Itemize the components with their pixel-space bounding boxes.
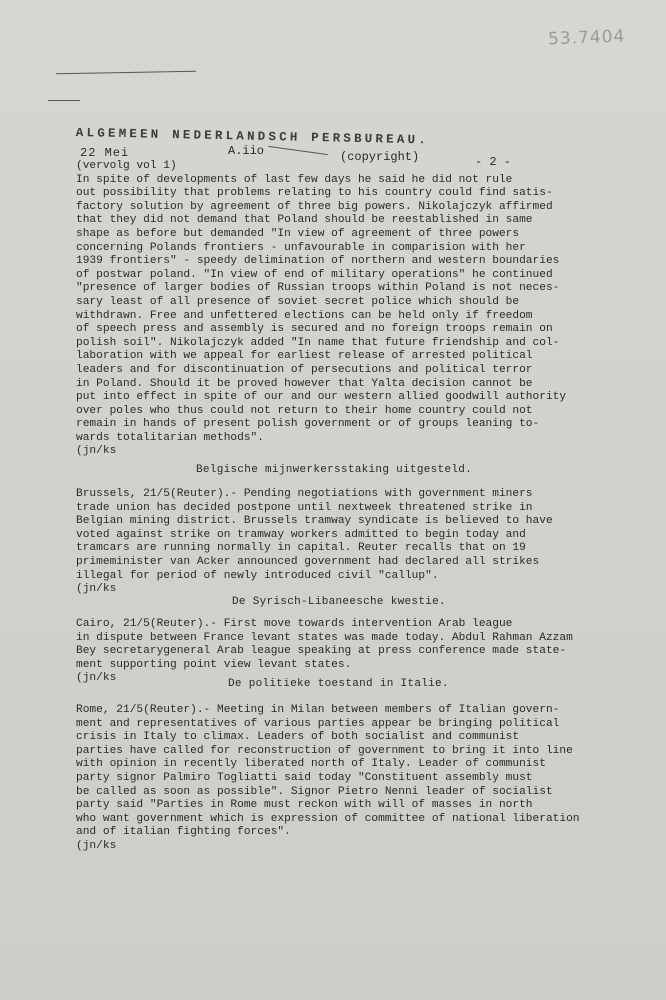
article-line: Belgian mining district. Brussels tramway syndicate is believed to have xyxy=(76,515,553,528)
agency-header: ALGEMEEN NEDERLANDSCH PERSBUREAU. xyxy=(75,126,430,148)
article-line: factory solution by agreement of three big powers. Nikolajczyk affirmed xyxy=(76,200,553,213)
article-line: illegal for period of newly introduced civil "callup". xyxy=(76,569,439,582)
article-line: Bey secretarygeneral Arab league speaking at press conference made state- xyxy=(76,645,567,658)
article-belgium xyxy=(76,488,636,597)
article-line: Cairo, 21/5(Reuter).- First move towards intervention Arab league xyxy=(76,618,513,630)
bulletin-reference: A.iio xyxy=(228,144,265,158)
article-line: tramcars are running normally in capital. Reuter recalls that on 19 xyxy=(76,542,526,555)
article-line: "presence of larger bodies of Russian troops within Poland is not neces- xyxy=(76,282,560,295)
article-line: voted against strike on tramway workers admitted to begin today and xyxy=(76,528,526,541)
article-line: wards totalitarian methods". xyxy=(76,431,264,444)
article-line: trade union has decided postpone until nextweek threatened strike in xyxy=(76,501,533,514)
article-line: polish soil". Nikolajczyk added "In name that future friendship and col- xyxy=(76,336,560,349)
editor-initials: (jn/ks xyxy=(76,672,117,685)
article-line: that they did not demand that Poland should be reestablished in same xyxy=(76,214,533,227)
article-line: Rome, 21/5(Reuter).- Meeting in Milan between members of Italian govern- xyxy=(76,704,560,716)
article-line: with opinion in recently liberated north of Italy. Leader of communist xyxy=(76,758,546,771)
section-title-belgium: Belgische mijnwerkersstaking uitgesteld. xyxy=(196,464,473,476)
article-line: leaders and for discontinuation of persecutions and political terror xyxy=(76,363,533,376)
article-line: (vervolg vol 1) xyxy=(76,160,177,172)
article-line: and of italian fighting forces". xyxy=(76,826,291,839)
editor-initials: (jn/ks xyxy=(76,839,117,852)
article-line: In spite of developments of last few days he said he did not rule xyxy=(76,173,513,186)
article-line: withdrawn. Free and unfettered elections can be held only if freedom xyxy=(76,309,533,322)
article-line: put into effect in spite of our and our western allied goodwill authority xyxy=(76,391,567,404)
article-line: of speech press and assembly is secured and no foreign troops remain on xyxy=(76,323,553,336)
editor-initials: (jn/ks xyxy=(76,583,117,596)
article-italy xyxy=(76,704,636,854)
copyright-notice: (copyright) xyxy=(340,150,420,164)
article-line: Brussels, 21/5(Reuter).- Pending negotiations with government miners xyxy=(76,488,533,500)
decorative-rule-left xyxy=(48,100,80,101)
article-line: who want government which is expression of committee of national liberation xyxy=(76,812,580,825)
article-line: ment and representatives of various parties appear be bringing political xyxy=(76,717,560,730)
article-line: in Poland. Should it be proved however that Yalta decision cannot be xyxy=(76,377,533,390)
section-title-italy: De politieke toestand in Italie. xyxy=(228,678,449,690)
article-line: party said "Parties in Rome must reckon with will of masses in north xyxy=(76,799,533,812)
article-line: of postwar poland. "In view of end of military operations" he continued xyxy=(76,268,553,281)
article-line: out possibility that problems relating to his country could find satis- xyxy=(76,187,553,200)
article-nikolajczyk xyxy=(76,160,636,459)
editor-initials: (jn/ks xyxy=(76,445,117,458)
article-line: be called as soon as possible". Signor Pietro Nenni leader of socialist xyxy=(76,785,553,798)
article-syria xyxy=(76,618,636,686)
article-line: primeminister van Acker announced government had declared all strikes xyxy=(76,555,540,568)
article-line: party signor Palmiro Togliatti said today "Constituent assembly must xyxy=(76,771,533,784)
article-line: shape as before but demanded "In view of agreement of three powers xyxy=(76,227,520,240)
article-line: over poles who thus could not return to their home country could not xyxy=(76,404,533,417)
page-number: - 2 - xyxy=(475,155,512,169)
article-line: in dispute between France levant states was made today. Abdul Rahman Azzam xyxy=(76,631,573,644)
article-line: sary least of all presence of soviet secret police which should be xyxy=(76,295,520,308)
article-line: concerning Polands frontiers - unfavourable in comparision with her xyxy=(76,241,526,254)
bulletin-date: 22 Mei xyxy=(80,146,130,160)
article-line: remain in hands of present polish government or of groups leaning to- xyxy=(76,418,540,431)
article-line: laboration with we appeal for earliest release of arrested political xyxy=(76,350,533,363)
article-line: parties have called for reconstruction of government to bring it into line xyxy=(76,744,573,757)
article-line: 1939 frontiers" - speedy delimination of northern and western boundaries xyxy=(76,255,560,268)
archive-number: 53.7404 xyxy=(547,26,626,50)
header-rule xyxy=(268,146,328,155)
section-title-syria: De Syrisch-Libaneesche kwestie. xyxy=(232,596,446,608)
decorative-rule-top xyxy=(56,71,196,74)
article-line: crisis in Italy to climax. Leaders of both socialist and communist xyxy=(76,731,520,744)
article-line: ment supporting point view levant states. xyxy=(76,658,352,671)
